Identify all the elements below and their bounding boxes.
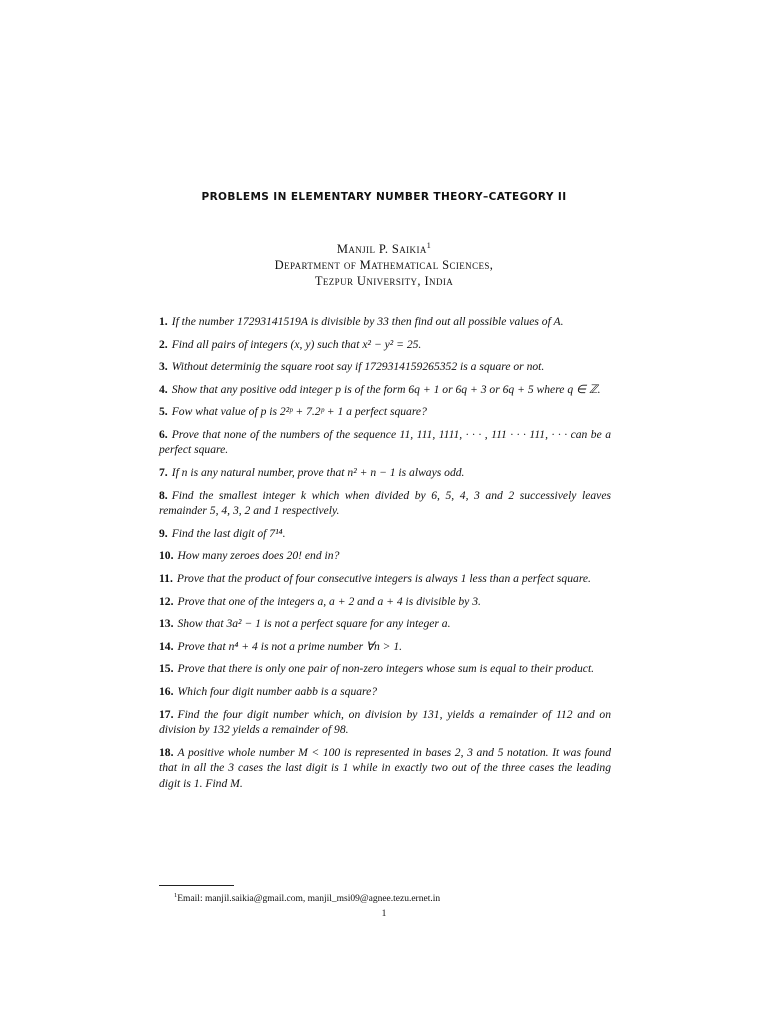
problem-text: Show that 3a² − 1 is not a perfect square for any integer a. [177,617,451,631]
problem-text: If the number 17293141519A is divisible by 33 then find out all possible values of A. [171,315,564,328]
problem-item [159,382,611,398]
problem-text: Find the four digit number which, on division by 131, yields a remainder of 112 and on division by 132 yields a remainder of 98. [159,707,611,736]
problem-item [159,404,611,420]
problem-number: 13. [159,617,174,631]
author-name: Manjil P. Saikia [336,242,427,257]
footnote-text: Email: manjil.saikia@gmail.com, manjil_msi09@agnee.tezu.ernet.in [177,894,441,905]
problem-text: Find the last digit of 7¹⁴. [171,526,286,540]
problem-text: Show that any positive odd integer p is of the form 6q + 1 or 6q + 3 or 6q + 5 where q ∈ ℤ. [171,382,601,396]
author-department: Department of Mathematical Sciences, [274,258,494,273]
problem-item [159,488,611,519]
author-name-line [0,238,768,257]
problem-number: 10. [159,549,174,563]
problem-item [159,639,611,655]
problem-text: Find the smallest integer k which when divided by 6, 5, 4, 3 and 2 successively leaves remainder 5, 4, 3, 2 and 1 respectively. [159,488,611,518]
problem-item [159,707,611,738]
problem-number: 14. [159,639,174,653]
problem-text: If n is any natural number, prove that n² + n − 1 is always odd. [171,466,465,480]
problem-item [159,526,611,542]
problem-text: Fow what value of p is 2²ᵖ + 7.2ᵖ + 1 a perfect square? [171,405,427,419]
problem-number: 9. [159,526,168,540]
author-footnote-mark: 1 [426,241,432,250]
problem-number: 6. [159,427,168,441]
problem-text: Without determinig the square root say if 1729314159265352 is a square or not. [171,360,545,374]
problem-number: 7. [159,466,168,480]
problem-item [159,427,611,458]
footnote-rule [159,885,234,886]
problem-item [159,745,611,792]
problem-item [159,594,611,610]
problem-item [159,661,611,677]
page-number: 1 [381,909,387,919]
paper-title: PROBLEMS IN ELEMENTARY NUMBER THEORY–CATEGORY II [201,191,567,203]
problem-number: 11. [159,571,173,585]
problem-list [159,314,611,798]
problem-item [159,571,611,587]
problem-number: 5. [159,405,168,419]
problem-number: 8. [159,488,168,502]
problem-text: Find all pairs of integers (x, y) such that x² − y² = 25. [171,337,422,351]
problem-text: Prove that n⁴ + 4 is not a prime number ∀n > 1. [177,639,403,653]
footnote [174,892,440,904]
problem-number: 4. [159,382,168,396]
author-university: Tezpur University, India [314,274,454,289]
problem-text: Prove that there is only one pair of non-zero integers whose sum is equal to their product. [177,662,595,676]
problem-number: 2. [159,337,168,351]
problem-text: Prove that one of the integers a, a + 2 and a + 4 is divisible by 3. [177,594,481,608]
problem-item [159,548,611,564]
problem-text: Which four digit number aabb is a square? [177,684,378,698]
problem-number: 1. [159,315,168,328]
problem-item [159,465,611,481]
problem-number: 3. [159,360,168,374]
footnote-mark: 1 [174,892,178,899]
problem-item [159,337,611,353]
problem-item [159,359,611,375]
problem-item [159,684,611,700]
problem-text: Prove that the product of four consecutive integers is always 1 less than a perfect square. [176,571,591,585]
problem-number: 15. [159,662,174,676]
problem-item [159,616,611,632]
problem-item [159,314,611,330]
problem-text: Prove that none of the numbers of the sequence 11, 111, 1111, · · · , 111 · · · 111, · · · can be a perfect square. [159,427,611,457]
problem-number: 18. [159,745,174,759]
problem-text: A positive whole number M < 100 is represented in bases 2, 3 and 5 notation. It was found that in all the 3 cases the last digit is 1 while in exactly two out of the three cases the leading digit is 1. Find M. [159,745,611,790]
author-block [0,238,768,289]
problem-number: 12. [159,594,174,608]
problem-number: 16. [159,684,174,698]
problem-text: How many zeroes does 20! end in? [177,549,340,563]
problem-number: 17. [159,707,174,721]
